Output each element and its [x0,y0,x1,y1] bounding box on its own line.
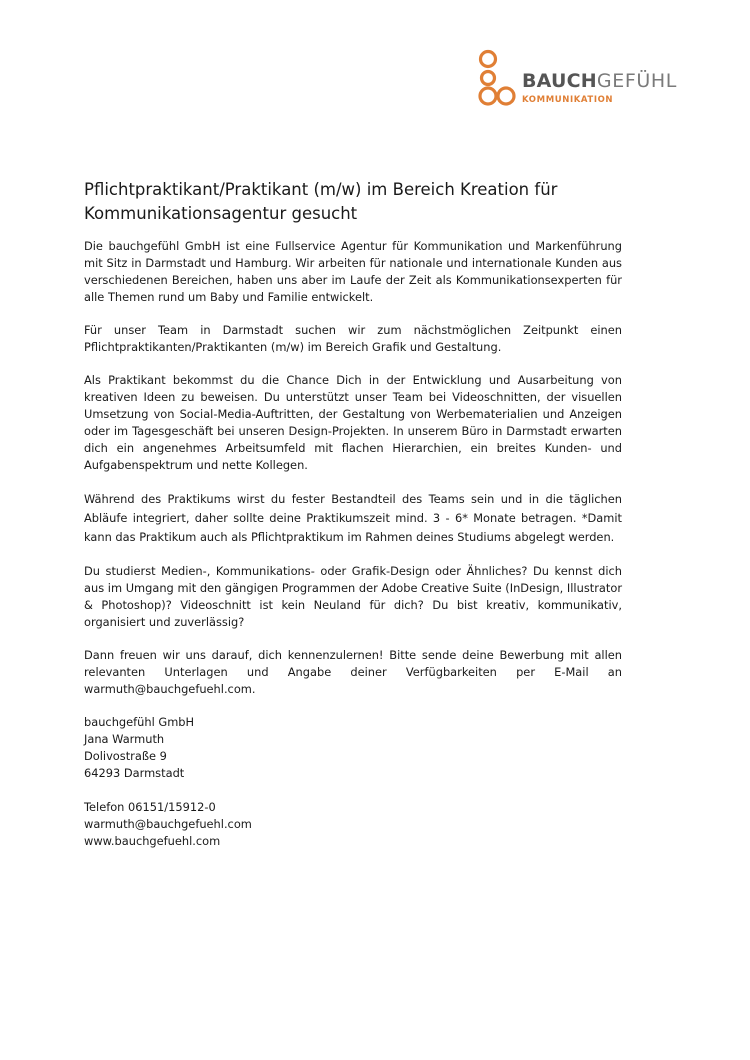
paragraph-requirements: Du studierst Medien-, Kommunikations- oder Grafik-Design oder Ähnliches? Du kennst dich aus im Umgang mit den gängigen Programmen der Adobe Creative Suite (InDesign, Illustrator & Photoshop)? Videoschnitt ist kein Neuland für dich? Du bist kreativ, kommunikativ, organisiert und zuverlässig? [84,564,622,629]
logo-tagline: KOMMUNIKATION [522,95,614,105]
paragraph-company-intro: Die bauchgefühl GmbH ist eine Fullservice Agentur für Kommunikation und Markenführung mit Sitz in Darmstadt und Hamburg. Wir arbeiten für nationale und internationale Kunden aus verschiedenen Bereichen, haben uns aber im Laufe der Zeit als Kommunikationsexperten für alle Themen rund um Baby und Familie entwickelt. [84,239,622,304]
job-title: Pflichtpraktikant/Praktikant (m/w) im Bereich Kreation für Kommunikationsagentur gesucht [84,180,558,223]
contact-phone: Telefon 06151/15912-0 [84,800,216,814]
address-street: Dolivostraße 9 [84,749,167,763]
paragraph-application: Dann freuen wir uns darauf, dich kennenzulernen! Bitte sende deine Bewerbung mit allen relevanten Unterlagen und Angabe deiner Verfügbarkeiten per E-Mail an warmuth@bauchgefuehl.com. [84,648,622,696]
paragraph-position: Für unser Team in Darmstadt suchen wir zum nächstmöglichen Zeitpunkt einen Pflichtpraktikanten/Praktikanten (m/w) im Bereich Grafik und Gestaltung. [84,323,622,354]
company-logo [476,48,716,110]
paragraph-duration: Während des Praktikums wirst du fester Bestandteil des Teams sein und in die täglichen Abläufe integriert, daher sollte deine Praktikumszeit mind. 3 - 6* Monate betragen. *Damit kann das Praktikum auch als Pflichtpraktikum im Rahmen deines Studiums abgelegt werden. [84,492,622,544]
contact-email-link[interactable]: warmuth@bauchgefuehl.com [84,817,252,831]
contact-block [84,799,622,850]
address-block [84,714,622,782]
contact-website-link[interactable]: www.bauchgefuehl.com [84,834,221,848]
address-city: 64293 Darmstadt [84,766,185,780]
address-person: Jana Warmuth [84,732,165,746]
logo-brand-light: GEFÜHL [596,70,677,92]
logo-wordmark [522,70,677,92]
address-company: bauchgefühl GmbH [84,715,195,729]
logo-brand-bold: BAUCH [522,70,597,92]
three-circles-logo-icon [476,48,520,110]
paragraph-tasks: Als Praktikant bekommst du die Chance Dich in der Entwicklung und Ausarbeitung von kreativen Ideen zu beweisen. Du unterstützt unser Team bei Videoschnitten, der visuellen Umsetzung von Social-Media-Auftritten, der Gestaltung von Werbematerialien und Anzeigen oder im Tagesgeschäft bei unseren Design-Projekten. In unserem Büro in Darmstadt erwarten dich ein angenehmes Arbeitsumfeld mit flachen Hierarchien, ein breites Kunden- und Aufgabenspektrum und nette Kollegen. [84,373,622,472]
document-body [84,238,622,867]
